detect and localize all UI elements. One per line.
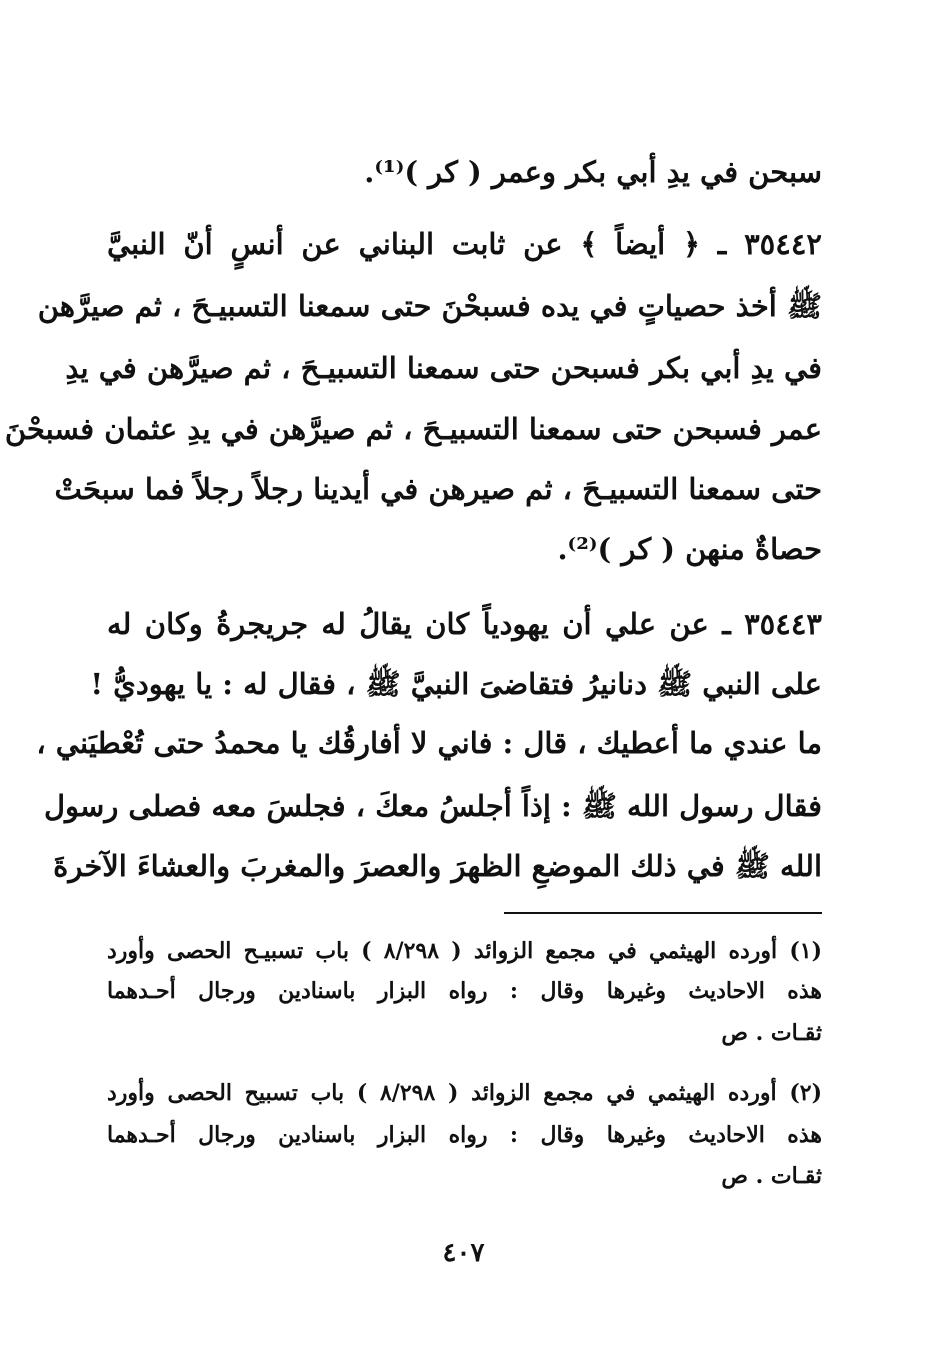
footnote-1-line-3: ثقـات . ص (721, 1020, 822, 1046)
footnote-separator (504, 912, 822, 914)
body-line-5: عمر فسبحن حتى سمعنا التسبيـحَ ، ثم صيرَّهن في يدِ عثمان فسبحْنَ (4, 412, 822, 446)
footnote-1-line-1: (١) أورده الهيثمي في مجمع الزوائد ( ٨/٢٩٨ ) باب تسبيـح الحصى وأورد (107, 938, 822, 964)
body-line-8: ٣٥٤٤٣ ـ عن علي أن يهودياً كان يقالُ له جريجرةُ وكان له (107, 607, 822, 641)
page-number: ٤٠٧ (442, 1238, 485, 1268)
body-line-3: ﷺ أخذ حصياتٍ في يده فسبحْنَ حتى سمعنا التسبيـحَ ، ثم صيرَّهن (37, 289, 822, 323)
footnote-1-line-2: هذه الاحاديث وغيرها وقال : رواه البزار باسنادين ورجال أحـدهما (107, 978, 822, 1004)
body-line-7: حصاةٌ منهن ( كر )⁽²⁾. (557, 532, 822, 566)
footnote-2-line-1: (٢) أورده الهيثمي في مجمع الزوائد ( ٨/٢٩٨ ) باب تسبيح الحصى وأورد (107, 1080, 822, 1106)
body-line-6: حتى سمعنا التسبيـحَ ، ثم صيرهن في أيدينا رجلاً رجلاً فما سبحَتْ (54, 472, 822, 506)
body-line-11: فقال رسول الله ﷺ : إذاً أجلسُ معكَ ، فجلسَ معه فصلى رسول (43, 789, 822, 823)
body-line-12: الله ﷺ في ذلك الموضعِ الظهرَ والعصرَ والمغربَ والعشاءَ الآخرةَ (53, 849, 822, 883)
body-line-10: ما عندي ما أعطيك ، قال : فاني لا أفارقُك يا محمدُ حتى تُعْطيَني ، (36, 726, 822, 760)
footnote-2-line-3: ثقـات . ص (721, 1163, 822, 1189)
body-line-4: في يدِ أبي بكر فسبحن حتى سمعنا التسبيـحَ ، ثم صيرَّهن في يدِ (65, 351, 822, 385)
body-line-9: على النبي ﷺ دنانيرُ فتقاضىَ النبيَّ ﷺ ، فقال له : يا يهوديُّ ! (90, 667, 822, 701)
body-line-2: ٣٥٤٤٢ ـ ﴿ أيضاً ﴾ عن ثابت البناني عن أنسٍ أنّ النبيَّ (107, 227, 822, 261)
footnote-2-line-2: هذه الاحاديث وغيرها وقال : رواه البزار باسنادين ورجال أحـدهما (107, 1122, 822, 1148)
body-line-1: سبحن في يدِ أبي بكر وعمر ( كر )⁽¹⁾. (364, 155, 822, 189)
